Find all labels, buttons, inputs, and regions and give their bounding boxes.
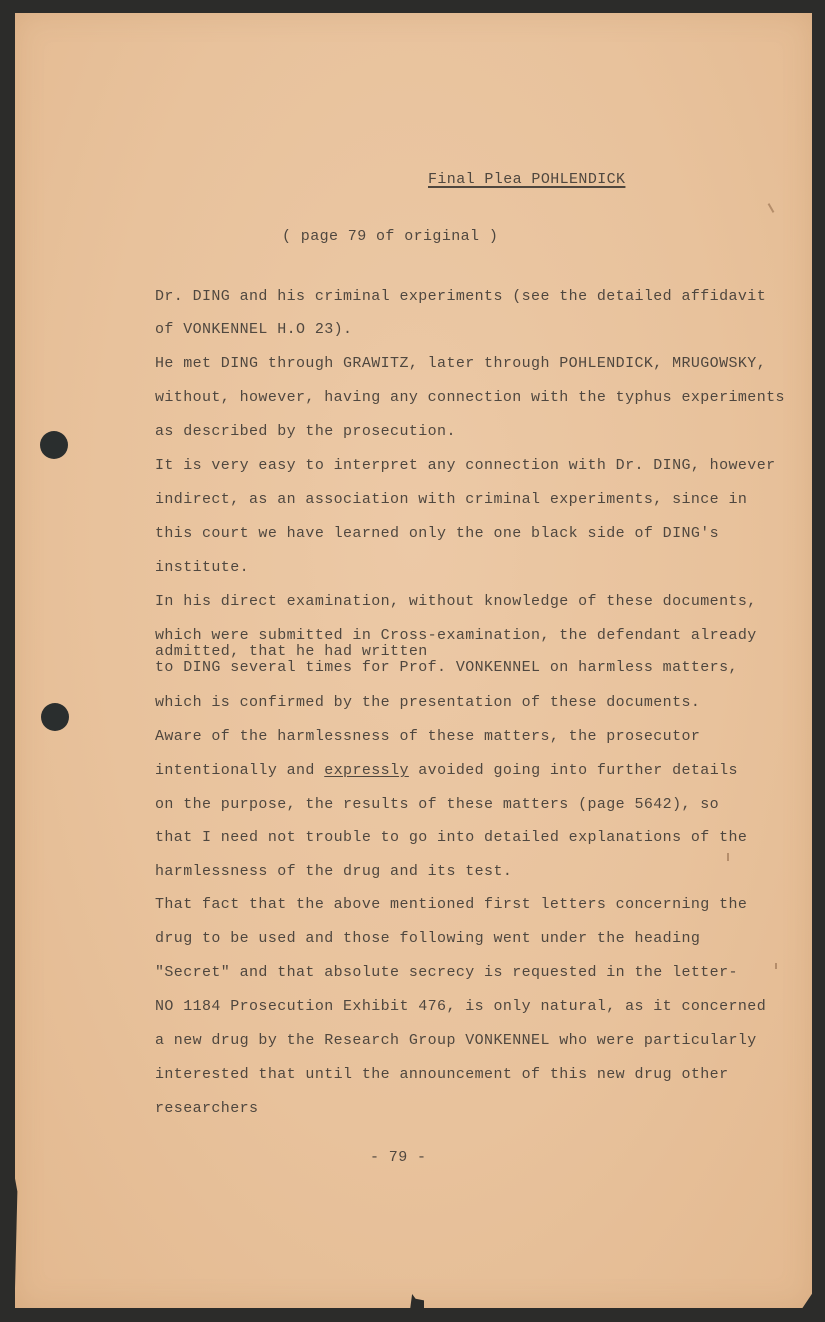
body-line: NO 1184 Prosecution Exhibit 476, is only natural, as it concerned — [155, 998, 767, 1015]
punch-hole — [41, 703, 69, 731]
body-line: Aware of the harmlessness of these matters, the prosecutor — [155, 728, 701, 745]
body-line: Dr. DING and his criminal experiments (see the detailed affidavit — [155, 288, 767, 305]
body-text: intentionally and — [155, 762, 325, 779]
paper-mark — [727, 853, 729, 861]
body-line: that I need not trouble to go into detailed explanations of the — [155, 829, 748, 846]
body-line: It is very easy to interpret any connection with Dr. DING, however — [155, 457, 776, 474]
body-line: this court we have learned only the one black side of DING's — [155, 525, 720, 542]
body-line: to DING several times for Prof. VONKENNEL on harmless matters, — [155, 659, 738, 676]
body-line: as described by the prosecution. — [155, 423, 456, 440]
page-number: - 79 - — [370, 1149, 427, 1166]
body-line: admitted, that he had written — [155, 643, 428, 660]
body-line: of VONKENNEL H.O 23). — [155, 321, 353, 338]
body-line: interested that until the announcement of this new drug other — [155, 1066, 729, 1083]
body-line: without, however, having any connection with the typhus experiments — [155, 389, 785, 406]
body-line: researchers — [155, 1100, 259, 1117]
punch-hole — [40, 431, 68, 459]
body-line: harmlessness of the drug and its test. — [155, 863, 513, 880]
body-line: drug to be used and those following went under the heading — [155, 930, 701, 947]
body-line: That fact that the above mentioned first letters concerning the — [155, 896, 748, 913]
body-line: a new drug by the Research Group VONKENNEL who were particularly — [155, 1032, 757, 1049]
document-title: Final Plea POHLENDICK — [428, 171, 626, 188]
underlined-word: expressly — [324, 762, 409, 779]
body-line: which is confirmed by the presentation of these documents. — [155, 694, 701, 711]
body-line: He met DING through GRAWITZ, later through POHLENDICK, MRUGOWSKY, — [155, 355, 767, 372]
body-line: on the purpose, the results of these matters (page 5642), so — [155, 796, 720, 813]
body-line — [155, 762, 738, 779]
paper-mark — [768, 203, 775, 213]
page-reference: ( page 79 of original ) — [282, 228, 499, 245]
paper-mark — [775, 963, 777, 969]
body-line: which were submitted in Cross-examination, the defendant already — [155, 627, 757, 644]
body-line: In his direct examination, without knowledge of these documents, — [155, 593, 757, 610]
body-line: institute. — [155, 559, 250, 576]
body-line: "Secret" and that absolute secrecy is requested in the letter- — [155, 964, 738, 981]
body-text: avoided going into further details — [408, 762, 738, 779]
body-line: indirect, as an association with criminal experiments, since in — [155, 491, 748, 508]
